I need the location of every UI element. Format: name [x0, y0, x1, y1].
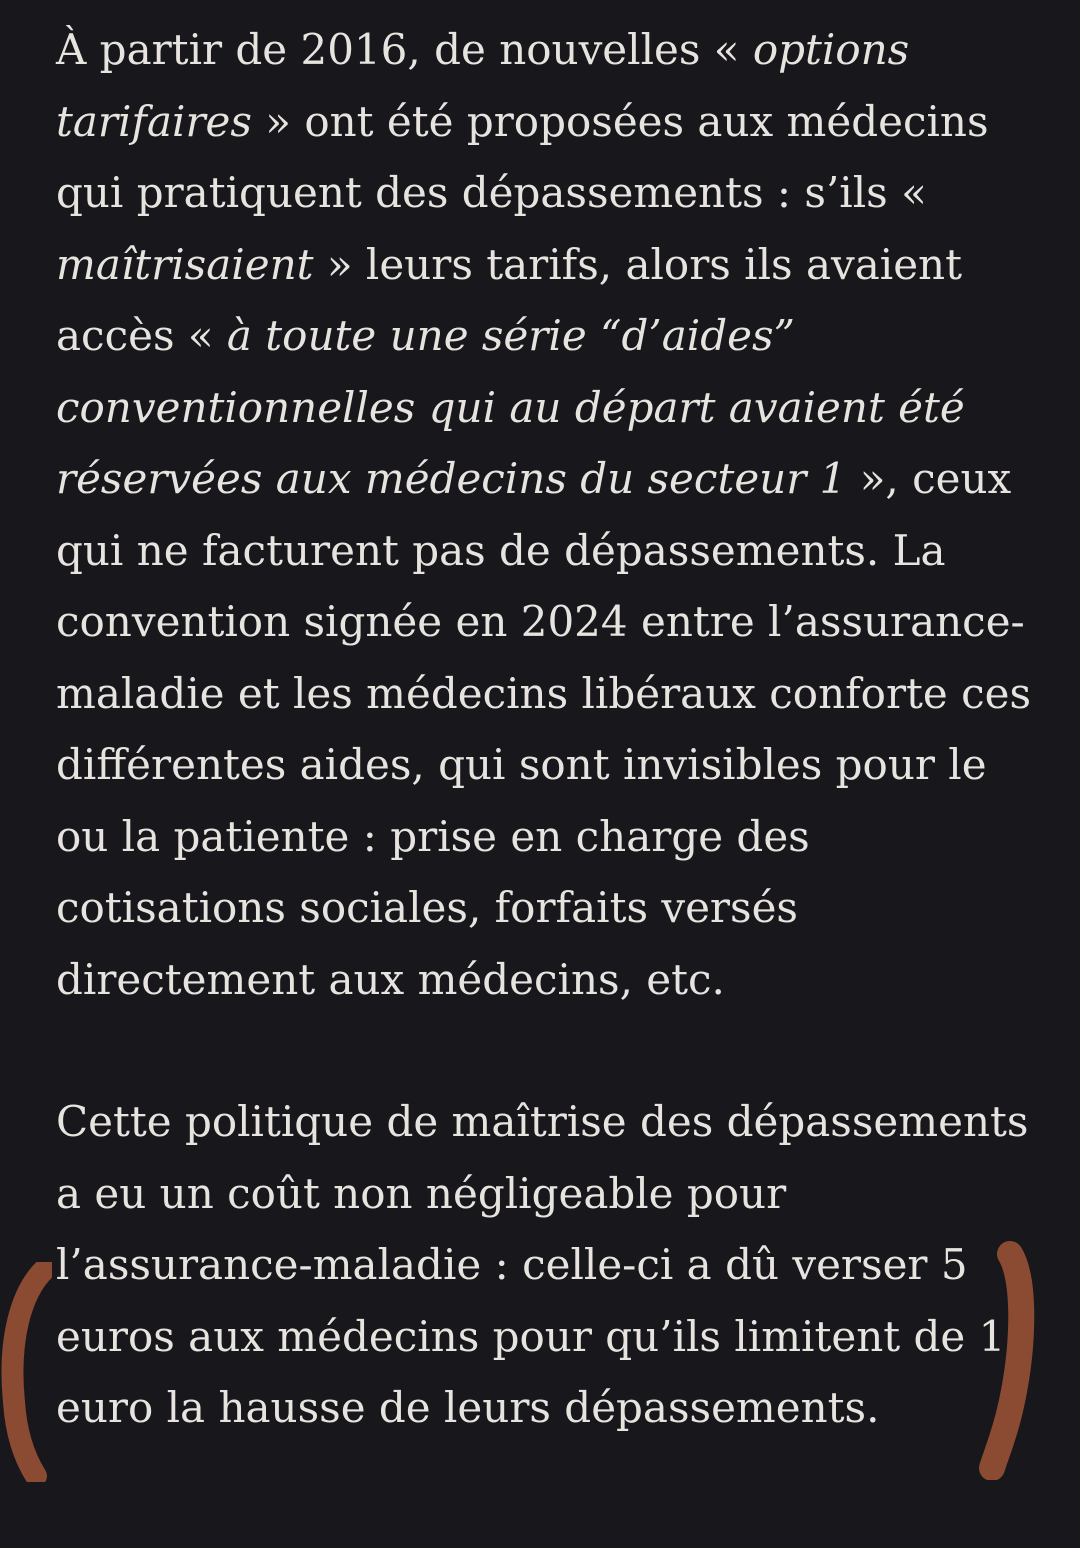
options-tarifaires-emphasis: options tarifaires — [56, 25, 910, 146]
paragraph-1-after-options: » ont été proposées aux médecins qui pratiquent des dépassements : s’ils « — [56, 96, 989, 217]
paragraph-1-after-maitrisaient: » leurs tarifs, alors ils avaient accès « — [56, 239, 962, 360]
maitrisaient-emphasis: maîtrisaient — [56, 239, 314, 289]
left-highlight-bracket — [0, 1262, 52, 1482]
paragraph-1-lead: À partir de 2016, de nouvelles « — [56, 25, 753, 74]
paragraph-1-tail: », ceux qui ne facturent pas de dépassements. La convention signée en 2024 entre l’assurance-maladie et les médecins libéraux conforte ces différentes aides, qui sont invisibles pour le ou la patiente : prise en charge des cotisations sociales, forfaits versés directement aux médecins, etc. — [56, 454, 1032, 1004]
right-highlight-bracket — [970, 1240, 1050, 1480]
aides-quote-emphasis: à toute une série “d’aides” conventionnelles qui au départ avaient été réservées aux médecins du secteur 1 — [56, 311, 965, 503]
paragraph-2 — [56, 1086, 1046, 1444]
article-body — [56, 14, 1046, 1444]
right-bracket-stroke — [992, 1254, 1021, 1468]
paragraph-2-text: Cette politique de maîtrise des dépassements a eu un coût non négligeable pour l’assurance-maladie : celle-ci a dû verser 5 euros aux médecins pour qu’ils limitent de 1 euro la hausse de leurs dépassements. — [56, 1097, 1029, 1432]
left-bracket-stroke — [12, 1268, 46, 1476]
paragraph-1 — [56, 14, 1046, 1015]
